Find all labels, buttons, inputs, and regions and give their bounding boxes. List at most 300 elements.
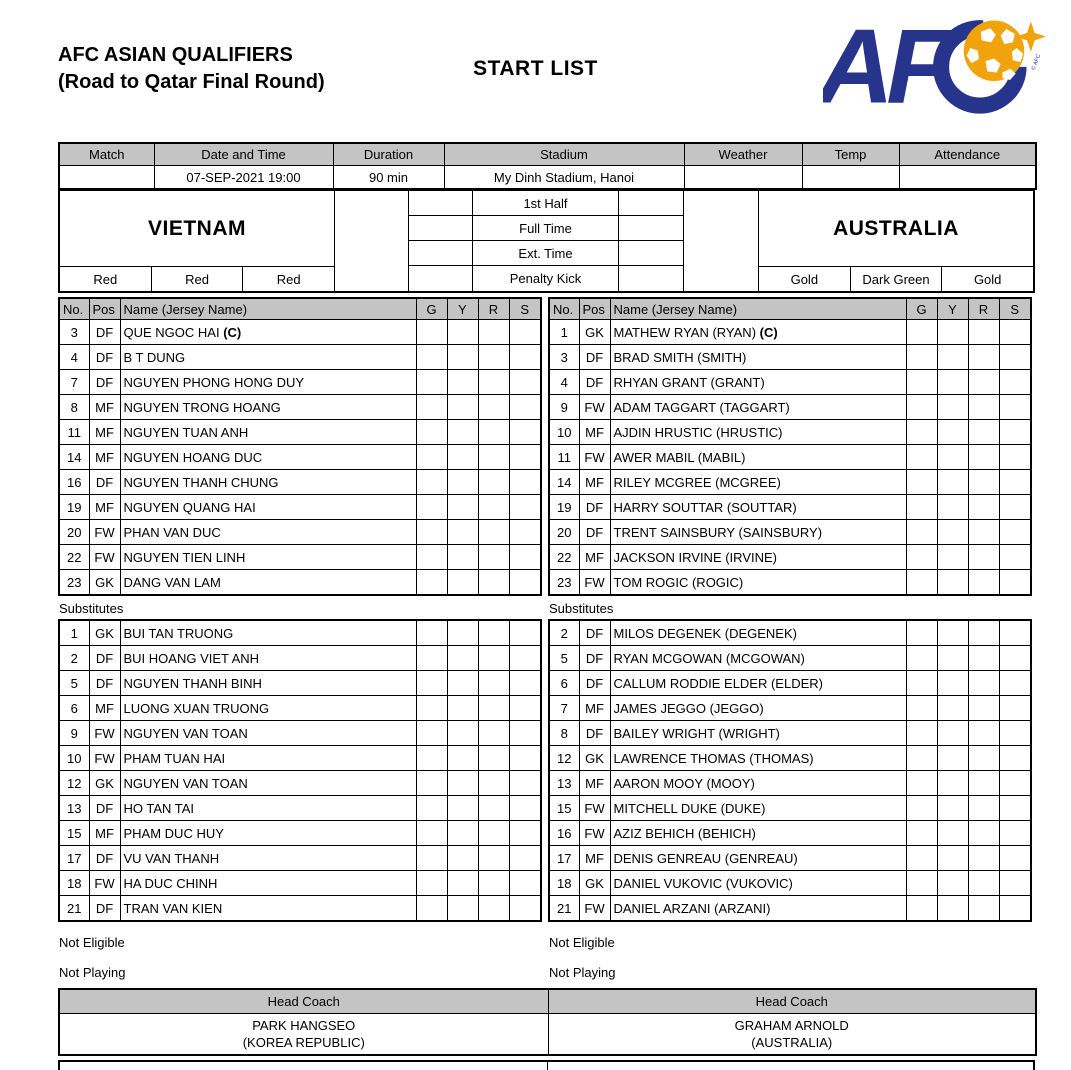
pos-header: Pos — [579, 298, 610, 320]
yellow-card-cell — [937, 570, 968, 596]
player-name-cell: LUONG XUAN TRUONG — [120, 696, 416, 721]
player-row — [59, 846, 541, 871]
player-position-cell: FW — [579, 570, 610, 596]
goals-cell — [906, 570, 937, 596]
home-team-block — [60, 191, 335, 291]
red-card-cell — [478, 846, 509, 871]
red-card-cell — [968, 646, 999, 671]
player-number-cell: 21 — [59, 896, 89, 922]
red-card-cell — [478, 796, 509, 821]
goals-cell — [416, 495, 447, 520]
red-card-cell — [478, 746, 509, 771]
yellow-card-cell — [937, 746, 968, 771]
yellow-card-cell — [447, 646, 478, 671]
date-time-header: Date and Time — [154, 143, 333, 166]
competition-title-line1: AFC ASIAN QUALIFIERS — [58, 44, 293, 66]
player-number-cell: 7 — [549, 696, 579, 721]
player-row — [59, 671, 541, 696]
penalty-kick-row — [409, 266, 683, 291]
player-number-cell: 11 — [59, 420, 89, 445]
red-card-cell — [968, 796, 999, 821]
player-number-cell: 2 — [59, 646, 89, 671]
competition-title-line2: (Road to Qatar Final Round) — [58, 71, 325, 93]
substitution-cell — [999, 821, 1031, 846]
goals-cell — [416, 345, 447, 370]
player-name-cell: MATHEW RYAN (RYAN) (C) — [610, 320, 906, 345]
player-position-cell: DF — [579, 721, 610, 746]
player-name-cell: NGUYEN VAN TOAN — [120, 771, 416, 796]
goals-cell — [416, 395, 447, 420]
substitution-cell — [509, 445, 541, 470]
player-name-cell: DANIEL VUKOVIC (VUKOVIC) — [610, 871, 906, 896]
player-position-cell: FW — [579, 896, 610, 922]
red-card-cell — [968, 420, 999, 445]
player-name-cell: NGUYEN TUAN ANH — [120, 420, 416, 445]
yellow-card-cell — [447, 846, 478, 871]
goals-cell — [906, 445, 937, 470]
goals-cell — [906, 470, 937, 495]
player-row — [59, 520, 541, 545]
substitution-cell — [999, 721, 1031, 746]
player-position-cell: FW — [579, 445, 610, 470]
player-number-cell: 15 — [59, 821, 89, 846]
roster-header-row — [549, 298, 1031, 320]
player-position-cell: DF — [89, 646, 120, 671]
away-team-name: AUSTRALIA — [759, 191, 1033, 267]
red-card-cell — [478, 620, 509, 646]
player-name-cell: NGUYEN TIEN LINH — [120, 545, 416, 570]
player-name-cell: RILEY MCGREE (MCGREE) — [610, 470, 906, 495]
player-row — [549, 721, 1031, 746]
player-name-cell: RYAN MCGOWAN (MCGOWAN) — [610, 646, 906, 671]
red-card-cell — [478, 420, 509, 445]
away-ext-time-score-box — [619, 241, 683, 265]
player-row — [59, 495, 541, 520]
temp-header: Temp — [802, 143, 899, 166]
temp-value — [802, 166, 899, 190]
player-row — [549, 871, 1031, 896]
player-row — [549, 520, 1031, 545]
player-number-cell: 19 — [549, 495, 579, 520]
red-card-cell — [968, 771, 999, 796]
player-row — [59, 696, 541, 721]
goals-cell — [416, 821, 447, 846]
yellow-card-cell — [937, 495, 968, 520]
substitution-cell — [509, 871, 541, 896]
stadium-value: My Dinh Stadium, Hanoi — [444, 166, 684, 190]
goals-cell — [416, 871, 447, 896]
player-row — [59, 821, 541, 846]
goals-cell — [416, 696, 447, 721]
home-coach-name: PARK HANGSEO — [252, 1018, 356, 1033]
substitution-cell — [509, 420, 541, 445]
player-name-cell: NGUYEN THANH BINH — [120, 671, 416, 696]
player-position-cell: DF — [89, 470, 120, 495]
yellow-card-cell — [447, 696, 478, 721]
player-name-cell: NGUYEN VAN TOAN — [120, 721, 416, 746]
away-penalty-score-box — [619, 266, 683, 291]
substitution-cell — [999, 871, 1031, 896]
substitution-cell — [509, 570, 541, 596]
goals-cell — [906, 796, 937, 821]
substitution-cell — [999, 445, 1031, 470]
player-position-cell: DF — [579, 370, 610, 395]
player-row — [549, 796, 1031, 821]
player-number-cell: 5 — [549, 646, 579, 671]
red-card-cell — [968, 696, 999, 721]
player-position-cell: DF — [579, 671, 610, 696]
page-title: START LIST — [473, 57, 598, 80]
player-row — [549, 395, 1031, 420]
afc-letters: AF — [823, 8, 944, 120]
away-substitutes-table — [548, 619, 1032, 922]
player-row — [59, 395, 541, 420]
player-position-cell: DF — [89, 320, 120, 345]
away-first-half-score-box — [619, 191, 683, 215]
red-card-cell — [968, 821, 999, 846]
substitution-cell — [509, 671, 541, 696]
away-starters-table — [548, 297, 1032, 596]
player-row — [549, 545, 1031, 570]
player-row — [59, 746, 541, 771]
goals-cell — [906, 320, 937, 345]
player-number-cell: 20 — [549, 520, 579, 545]
player-row — [59, 320, 541, 345]
captain-marker: (C) — [219, 324, 242, 340]
yellow-card-cell — [447, 671, 478, 696]
substitution-cell — [509, 646, 541, 671]
player-name-cell: CALLUM RODDIE ELDER (ELDER) — [610, 671, 906, 696]
red-card-cell — [968, 671, 999, 696]
player-row — [59, 871, 541, 896]
substitution-cell — [999, 671, 1031, 696]
substitution-cell — [999, 420, 1031, 445]
goals-cell — [416, 620, 447, 646]
substitution-cell — [999, 520, 1031, 545]
player-row — [59, 445, 541, 470]
red-card-cell — [968, 896, 999, 922]
red-card-cell — [478, 445, 509, 470]
yellow-card-cell — [937, 671, 968, 696]
full-time-row — [409, 216, 683, 241]
goals-cell — [906, 395, 937, 420]
player-name-cell: MITCHELL DUKE (DUKE) — [610, 796, 906, 821]
date-time-value: 07-SEP-2021 19:00 — [154, 166, 333, 190]
player-number-cell: 7 — [59, 370, 89, 395]
yellow-card-cell — [447, 495, 478, 520]
home-shirt-color: Red — [60, 267, 152, 291]
substitution-cell — [509, 696, 541, 721]
player-name-cell: AARON MOOY (MOOY) — [610, 771, 906, 796]
yellow-card-cell — [447, 771, 478, 796]
player-name-cell: JAMES JEGGO (JEGGO) — [610, 696, 906, 721]
player-name-cell: TOM ROGIC (ROGIC) — [610, 570, 906, 596]
player-number-cell: 22 — [59, 545, 89, 570]
player-name-cell: HARRY SOUTTAR (SOUTTAR) — [610, 495, 906, 520]
player-name-cell: NGUYEN PHONG HONG DUY — [120, 370, 416, 395]
goals-cell — [416, 721, 447, 746]
goals-cell — [906, 721, 937, 746]
player-position-cell: MF — [89, 821, 120, 846]
yellow-card-cell — [937, 345, 968, 370]
player-name-cell: JACKSON IRVINE (IRVINE) — [610, 545, 906, 570]
player-number-cell: 16 — [59, 470, 89, 495]
player-name-cell: BUI HOANG VIET ANH — [120, 646, 416, 671]
player-row — [549, 420, 1031, 445]
yellow-card-cell — [447, 746, 478, 771]
player-name-cell: TRAN VAN KIEN — [120, 896, 416, 922]
red-card-cell — [968, 370, 999, 395]
player-position-cell: MF — [89, 395, 120, 420]
player-row — [549, 320, 1031, 345]
afc-copyright: © AFC — [1030, 53, 1043, 72]
yellow-card-cell — [447, 370, 478, 395]
player-position-cell: MF — [579, 470, 610, 495]
player-number-cell: 13 — [59, 796, 89, 821]
player-position-cell: GK — [579, 320, 610, 345]
player-row — [59, 721, 541, 746]
home-substitutes-table — [58, 619, 542, 922]
player-number-cell: 21 — [549, 896, 579, 922]
substitution-cell — [999, 470, 1031, 495]
yellow-card-cell — [937, 846, 968, 871]
player-number-cell: 9 — [549, 395, 579, 420]
goals-cell — [416, 646, 447, 671]
red-card-cell — [478, 570, 509, 596]
substitution-cell — [509, 520, 541, 545]
away-coach-country: (AUSTRALIA) — [751, 1035, 833, 1050]
goals-cell — [416, 671, 447, 696]
home-socks-color: Red — [276, 271, 301, 287]
yellow-card-cell — [447, 570, 478, 596]
goals-cell — [906, 896, 937, 922]
player-name-cell: AWER MABIL (MABIL) — [610, 445, 906, 470]
red-card-cell — [968, 395, 999, 420]
goals-cell — [416, 746, 447, 771]
home-first-half-score-box — [409, 191, 473, 215]
player-row — [549, 896, 1031, 922]
player-row — [59, 345, 541, 370]
substitution-cell — [999, 345, 1031, 370]
yellow-card-cell — [937, 370, 968, 395]
yellow-card-cell — [447, 896, 478, 922]
away-shorts-color: Dark Green — [851, 267, 943, 291]
head-coach-value-row — [59, 1014, 1036, 1056]
player-number-cell: 23 — [549, 570, 579, 596]
player-position-cell: FW — [579, 821, 610, 846]
substitution-cell — [999, 646, 1031, 671]
head-coach-header-row — [59, 989, 1036, 1014]
red-card-cell — [968, 445, 999, 470]
player-position-cell: MF — [89, 696, 120, 721]
player-number-cell: 1 — [59, 620, 89, 646]
yellow-card-cell — [447, 620, 478, 646]
goals-cell — [906, 370, 937, 395]
goals-cell — [906, 545, 937, 570]
player-name-cell: BAILEY WRIGHT (WRIGHT) — [610, 721, 906, 746]
player-position-cell: DF — [89, 896, 120, 922]
away-head-coach-header: Head Coach — [548, 989, 1036, 1014]
player-position-cell: FW — [89, 721, 120, 746]
player-name-cell: PHAM TUAN HAI — [120, 746, 416, 771]
yellow-card-cell — [447, 821, 478, 846]
attendance-value — [899, 166, 1036, 190]
goals-cell — [906, 620, 937, 646]
player-row — [549, 345, 1031, 370]
player-name-cell: HA DUC CHINH — [120, 871, 416, 896]
player-position-cell: FW — [89, 871, 120, 896]
substitution-cell — [999, 796, 1031, 821]
player-name-cell: AZIZ BEHICH (BEHICH) — [610, 821, 906, 846]
substitution-cell — [509, 896, 541, 922]
player-number-cell: 13 — [549, 771, 579, 796]
rosters — [58, 297, 1035, 982]
yellow-card-cell — [447, 420, 478, 445]
away-head-coach — [548, 1014, 1036, 1056]
captain-marker: (C) — [756, 324, 778, 340]
goals-cell — [906, 520, 937, 545]
substitution-cell — [999, 746, 1031, 771]
yellow-card-cell — [447, 395, 478, 420]
player-name-cell: BRAD SMITH (SMITH) — [610, 345, 906, 370]
scoreboard — [58, 190, 1035, 293]
ext-time-row — [409, 241, 683, 266]
goals-cell — [416, 320, 447, 345]
player-position-cell: DF — [89, 846, 120, 871]
player-row — [549, 846, 1031, 871]
player-number-cell: 4 — [59, 345, 89, 370]
away-not-eligible-label: Not Eligible — [549, 935, 615, 950]
player-position-cell: DF — [579, 345, 610, 370]
red-card-cell — [478, 545, 509, 570]
player-position-cell: GK — [89, 620, 120, 646]
goals-cell — [416, 445, 447, 470]
player-position-cell: DF — [579, 520, 610, 545]
red-card-cell — [478, 771, 509, 796]
away-socks-color: Gold — [973, 271, 1002, 287]
away-substitutes-label: Substitutes — [549, 601, 614, 616]
substitution-cell — [509, 370, 541, 395]
home-coach-country: (KOREA REPUBLIC) — [242, 1035, 365, 1050]
match-info-table — [58, 142, 1037, 190]
substitution-cell — [509, 470, 541, 495]
away-not-playing-label: Not Playing — [549, 965, 616, 980]
yellow-card-cell — [937, 896, 968, 922]
goals-cell — [906, 345, 937, 370]
player-number-cell: 6 — [59, 696, 89, 721]
red-card-cell — [478, 696, 509, 721]
player-position-cell: DF — [89, 671, 120, 696]
yellow-card-cell — [937, 520, 968, 545]
yellow-header: Y — [937, 298, 968, 320]
player-name-cell: DENIS GENREAU (GENREAU) — [610, 846, 906, 871]
player-name-cell: HO TAN TAI — [120, 796, 416, 821]
player-number-cell: 12 — [59, 771, 89, 796]
red-card-cell — [478, 871, 509, 896]
player-position-cell: DF — [89, 796, 120, 821]
player-number-cell: 16 — [549, 821, 579, 846]
yellow-card-cell — [937, 796, 968, 821]
attendance-header: Attendance — [899, 143, 1036, 166]
player-row — [59, 796, 541, 821]
yellow-card-cell — [937, 871, 968, 896]
player-position-cell: MF — [89, 445, 120, 470]
player-position-cell: FW — [89, 545, 120, 570]
substitution-cell — [509, 395, 541, 420]
player-name-cell: NGUYEN HOANG DUC — [120, 445, 416, 470]
player-row — [549, 696, 1031, 721]
full-time-label: Full Time — [473, 216, 619, 240]
red-card-cell — [478, 896, 509, 922]
substitution-cell — [509, 545, 541, 570]
red-card-cell — [478, 320, 509, 345]
goals-header: G — [906, 298, 937, 320]
player-position-cell: DF — [579, 620, 610, 646]
player-number-cell: 14 — [549, 470, 579, 495]
weather-value — [684, 166, 802, 190]
player-name-cell: MILOS DEGENEK (DEGENEK) — [610, 620, 906, 646]
substitution-cell — [999, 846, 1031, 871]
goals-cell — [906, 646, 937, 671]
player-row — [549, 646, 1031, 671]
yellow-card-cell — [937, 620, 968, 646]
player-number-cell: 22 — [549, 545, 579, 570]
player-row — [59, 620, 541, 646]
substitution-cell — [509, 345, 541, 370]
player-name-cell: LAWRENCE THOMAS (THOMAS) — [610, 746, 906, 771]
red-card-cell — [968, 846, 999, 871]
substitution-cell — [999, 320, 1031, 345]
match-header: Match — [59, 143, 154, 166]
substitution-cell — [509, 746, 541, 771]
substitution-cell — [509, 320, 541, 345]
player-row — [59, 420, 541, 445]
yellow-card-cell — [447, 796, 478, 821]
goals-cell — [416, 896, 447, 922]
yellow-card-cell — [447, 320, 478, 345]
red-card-cell — [478, 646, 509, 671]
player-name-cell: NGUYEN QUANG HAI — [120, 495, 416, 520]
player-position-cell: GK — [579, 746, 610, 771]
player-number-cell: 3 — [59, 320, 89, 345]
afc-logo — [823, 8, 1045, 125]
player-row — [59, 545, 541, 570]
player-name-cell: BUI TAN TRUONG — [120, 620, 416, 646]
document-body — [58, 142, 1035, 1070]
red-card-cell — [968, 345, 999, 370]
goals-cell — [906, 846, 937, 871]
player-position-cell: FW — [89, 520, 120, 545]
yellow-card-cell — [447, 871, 478, 896]
player-row — [549, 771, 1031, 796]
red-card-cell — [968, 545, 999, 570]
yellow-card-cell — [937, 545, 968, 570]
substitution-cell — [999, 495, 1031, 520]
weather-header: Weather — [684, 143, 802, 166]
player-row — [549, 570, 1031, 596]
duration-header: Duration — [333, 143, 444, 166]
player-name-cell: RHYAN GRANT (GRANT) — [610, 370, 906, 395]
player-position-cell: GK — [579, 871, 610, 896]
substitution-cell — [999, 896, 1031, 922]
yellow-card-cell — [937, 646, 968, 671]
player-number-cell: 10 — [549, 420, 579, 445]
player-position-cell: MF — [579, 846, 610, 871]
away-coach-name: GRAHAM ARNOLD — [734, 1018, 849, 1033]
soccer-ball-icon — [964, 21, 1024, 81]
player-number-cell: 17 — [59, 846, 89, 871]
home-team-name: VIETNAM — [60, 191, 334, 267]
